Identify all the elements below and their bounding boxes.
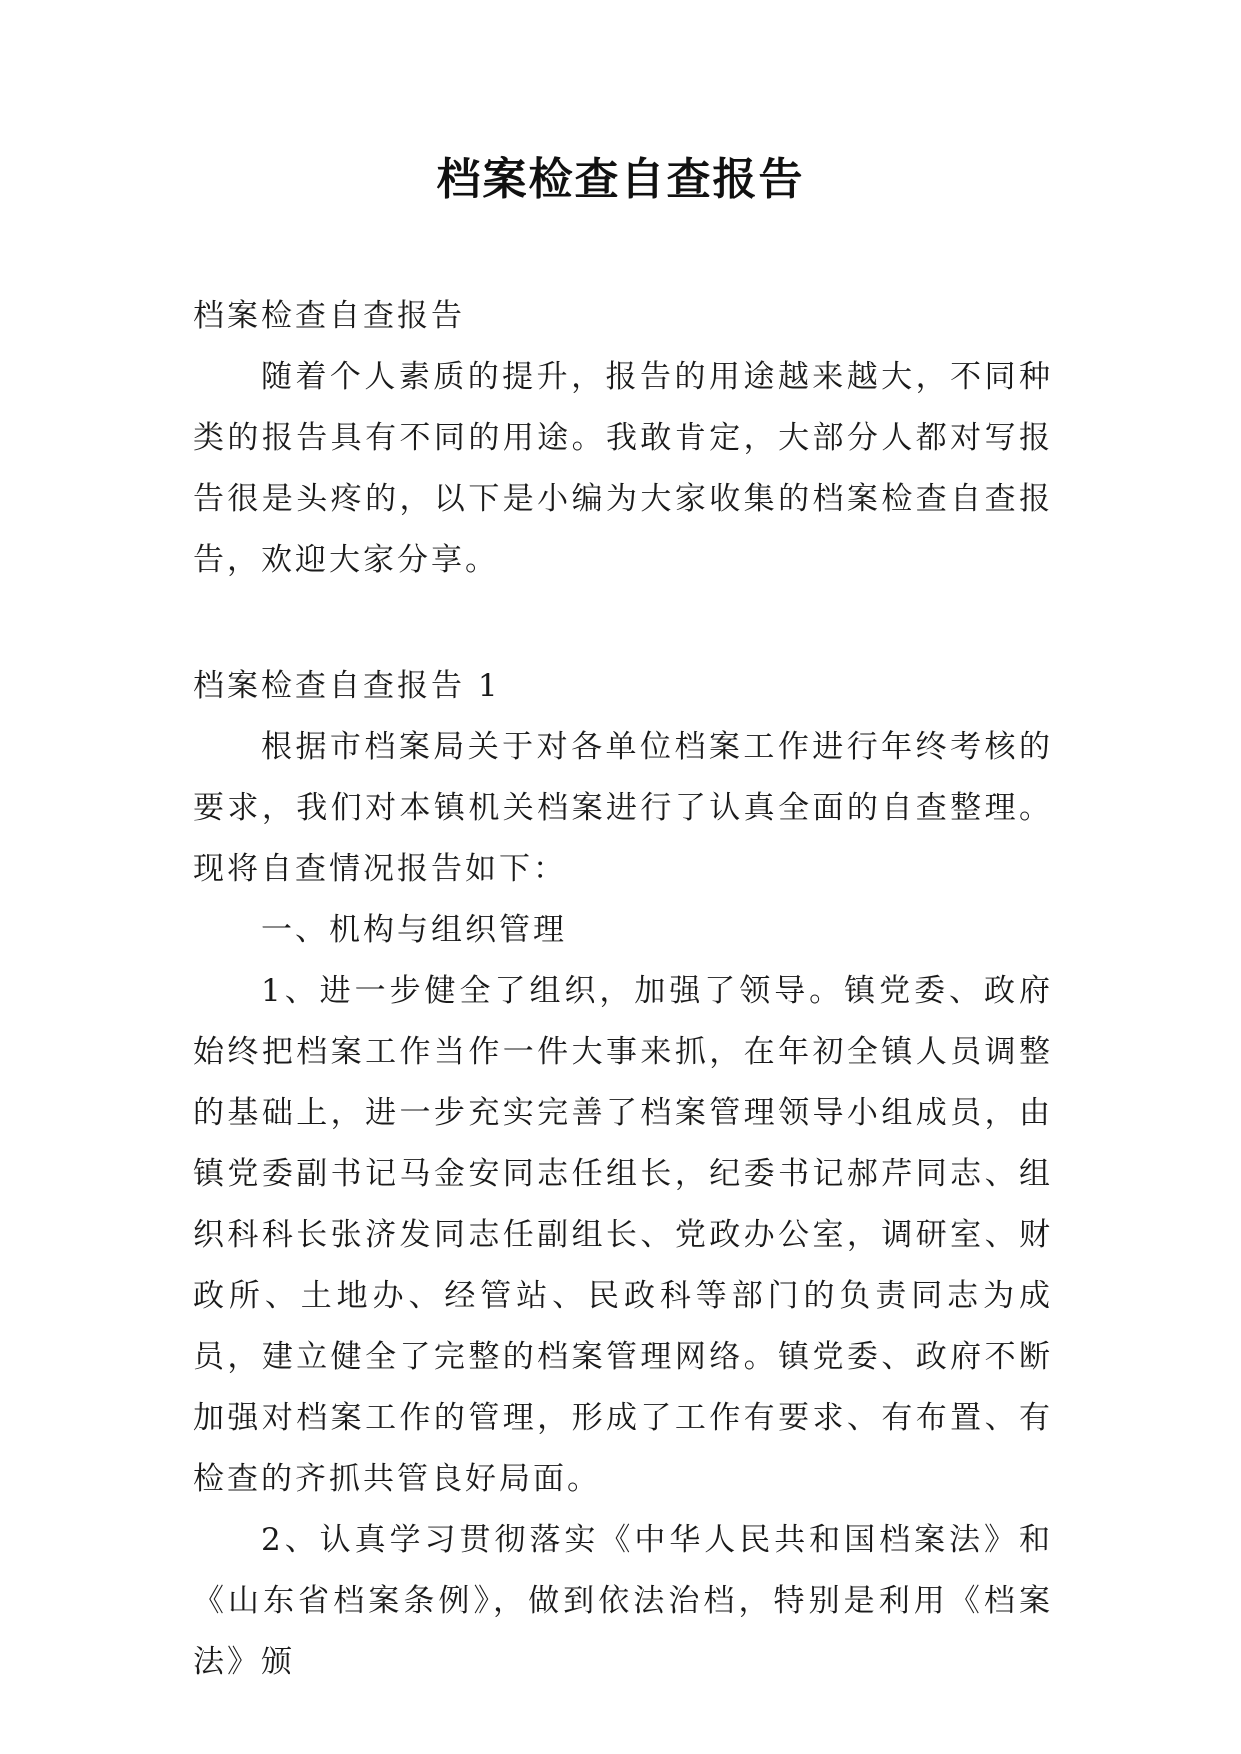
document-title: 档案检查自查报告 (436, 154, 805, 205)
document-body (193, 286, 1053, 1693)
part-heading: 一、机构与组织管理 (261, 912, 567, 948)
section-intro-paragraph: 根据市档案局关于对各单位档案工作进行年终考核的要求，我们对本镇机关档案进行了认真全面的自查整理。现将自查情况报告如下： (193, 729, 1053, 887)
item-2-paragraph: 2、认真学习贯彻落实《中华人民共和国档案法》和《山东省档案条例》，做到依法治档，特别是利用《档案法》颁 (193, 1522, 1053, 1680)
item-1-paragraph: 1、进一步健全了组织，加强了领导。镇党委、政府始终把档案工作当作一件大事来抓，在年初全镇人员调整的基础上，进一步充实完善了档案管理领导小组成员，由镇党委副书记马金安同志任组长，纪委书记郝芹同志、组织科科长张济发同志任副组长、党政办公室，调研室、财政所、土地办、经管站、民政科等部门的负责同志为成员，建立健全了完整的档案管理网络。镇党委、政府不断加强对档案工作的管理，形成了工作有要求、有布置、有检查的齐抓共管良好局面。 (193, 973, 1053, 1497)
intro-paragraph: 随着个人素质的提升，报告的用途越来越大，不同种类的报告具有不同的用途。我敢肯定，大部分人都对写报告很是头疼的，以下是小编为大家收集的档案检查自查报告，欢迎大家分享。 (193, 359, 1053, 578)
section-gap (193, 591, 1053, 656)
section-heading: 档案检查自查报告 1 (193, 668, 501, 704)
document-subtitle: 档案检查自查报告 (193, 298, 465, 334)
